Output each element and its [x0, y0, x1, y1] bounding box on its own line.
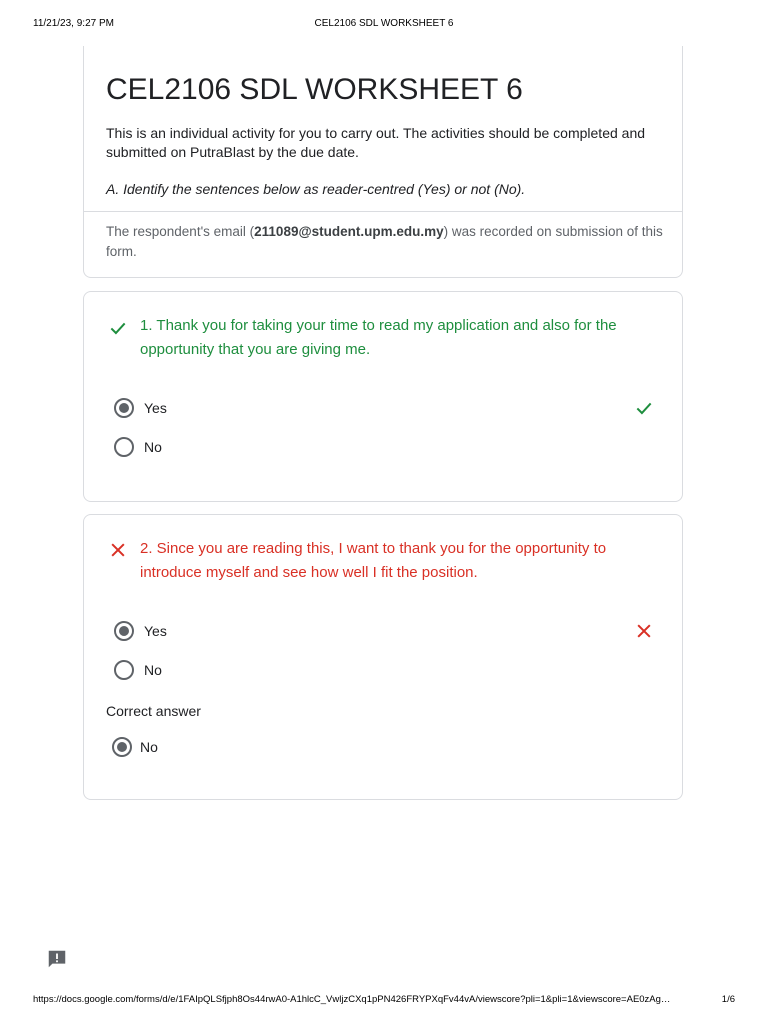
question-card-2: [83, 514, 683, 800]
question-card-1: [83, 291, 683, 502]
question-text: 1. Thank you for taking your time to read my application and also for the opportunity that you are giving me.: [140, 317, 617, 358]
print-footer: [33, 994, 735, 1008]
radio-button-selected[interactable]: [114, 621, 134, 641]
check-icon: [108, 318, 128, 338]
radio-button[interactable]: [114, 660, 134, 680]
print-header: [33, 18, 735, 32]
question-text: 2. Since you are reading this, I want to thank you for the opportunity to introduce myself and see how well I fit the position.: [140, 540, 607, 581]
option-label: No: [144, 439, 162, 455]
form-description: This is an individual activity for you to carry out. The activities should be completed and submitted on PutraBlast by the due date.: [106, 125, 646, 160]
close-icon: [634, 621, 654, 641]
form-instruction: A. Identify the sentences below as reader-centred (Yes) or not (No).: [106, 181, 526, 197]
page-number: 1/6: [721, 994, 735, 1005]
print-doc-title: CEL2106 SDL WORKSHEET 6: [314, 18, 454, 29]
radio-button[interactable]: [114, 437, 134, 457]
correct-answer-label: Correct answer: [106, 703, 201, 719]
print-url: https://docs.google.com/forms/d/e/1FAIpQLSfjph8Os44rwA0-A1hlcC_VwljzCXq1pPN426FRYPXqFv44vA/viewscore?pli=1&pli=1&viewscore=AE0zAg…: [33, 994, 671, 1005]
option-label: No: [144, 662, 162, 678]
report-problem-icon[interactable]: [46, 948, 68, 970]
form-title: CEL2106 SDL WORKSHEET 6: [106, 73, 523, 106]
close-icon: [108, 540, 128, 560]
email-note-prefix: The respondent's email (: [106, 224, 255, 239]
divider: [84, 211, 682, 212]
email-note-suffix: ) was recorded on submission of this form.: [106, 224, 663, 259]
respondent-email-note: [106, 222, 666, 262]
correct-answer-value: No: [140, 739, 158, 755]
form-header-card: [83, 46, 683, 278]
radio-button-selected: [112, 737, 132, 757]
check-icon: [634, 398, 654, 418]
option-label: Yes: [144, 623, 167, 639]
respondent-email: 211089@student.upm.edu.my: [254, 224, 444, 239]
option-label: Yes: [144, 400, 167, 416]
print-datetime: 11/21/23, 9:27 PM: [33, 18, 114, 29]
radio-button-selected[interactable]: [114, 398, 134, 418]
